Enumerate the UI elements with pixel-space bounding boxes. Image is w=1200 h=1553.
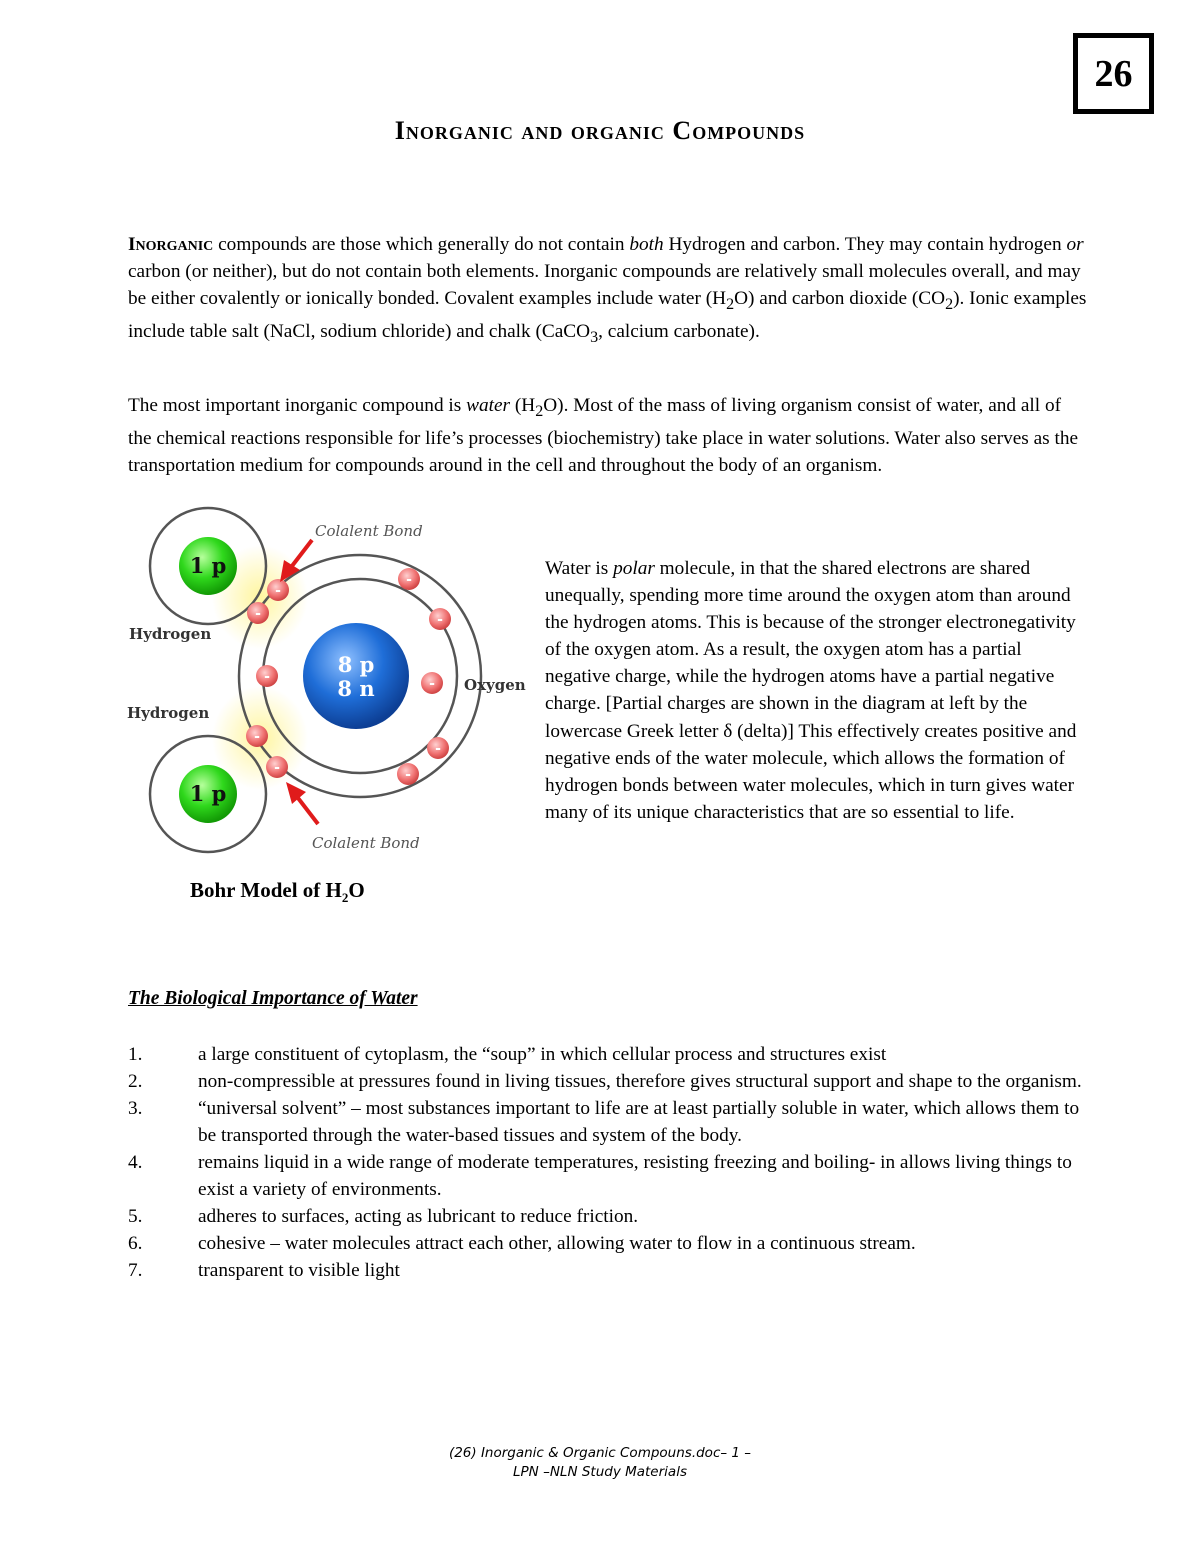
svg-text:-: - xyxy=(405,767,411,783)
electron xyxy=(398,568,420,590)
electron xyxy=(256,665,278,687)
oxygen-neutrons-label: 8 n xyxy=(337,676,375,701)
electron xyxy=(397,763,419,785)
oxygen-label: Oxygen xyxy=(464,676,526,694)
svg-text:-: - xyxy=(254,729,260,745)
list-item: 5. adheres to surfaces, acting as lubricant to reduce friction. xyxy=(128,1206,639,1227)
list-item: 6. cohesive – water molecules attract each other, allowing water to flow in a continuous stream. xyxy=(128,1233,916,1254)
hydrogen-label-top: Hydrogen xyxy=(129,625,212,643)
bohr-model-diagram xyxy=(120,500,540,870)
list-item: 1. a large constituent of cytoplasm, the “soup” in which cellular process and structures exist xyxy=(128,1044,887,1065)
svg-text:-: - xyxy=(435,741,441,757)
electron xyxy=(429,608,451,630)
covalent-bond-label-top: Colalent Bond xyxy=(315,522,423,540)
electron xyxy=(247,602,269,624)
list-item: 7. transparent to visible light xyxy=(128,1260,400,1281)
svg-text:-: - xyxy=(406,572,412,588)
page-number-box xyxy=(1073,33,1154,114)
svg-text:-: - xyxy=(275,583,281,599)
electron xyxy=(427,737,449,759)
svg-text:-: - xyxy=(437,612,443,628)
water-paragraph: The most important inorganic compound is water $(H_2O)$. Most of the mass of living organism consist of water, and all of the chemical reactions responsible for life’s processes (biochemistry) take place in water solutions. Water also serves as the transportation medium for compounds around in the cell and throughout the body of an organism. xyxy=(128,395,1079,476)
hydrogen-label-bottom: Hydrogen xyxy=(127,704,210,722)
diagram-caption: Bohr Model of $H_2O$ xyxy=(190,878,365,906)
covalent-bond-label-bottom: Colalent Bond xyxy=(312,834,420,852)
list-item: 3. “universal solvent” – most substances important to life are at least partially soluble in water, which allows them to be transported through the water-based tissues and system of the body. xyxy=(128,1098,1080,1146)
intro-paragraph: Inorganic compounds are those which generally do not contain both Hydrogen and carbon. They may contain hydrogen or carbon (or neither), but do not contain both elements. Inorganic compounds are relatively small molecules overall, and may be either covalently or ionically bonded. Covalent examples include water $(H_2O)$ and carbon dioxide $(CO_2)$. Ionic examples include table salt (NaCl, sodium chloride) and chalk (CaCO$_3$, calcium carbonate). xyxy=(128,234,1087,346)
hydrogen-top-nucleus-label: 1 p xyxy=(189,553,227,578)
polar-molecule-paragraph: Water is polar molecule, in that the shared electrons are shared unequally, spending more time around the oxygen atom than around the hydrogen atoms. This is because of the stronger electronegativity of the oxygen atom. As a result, the oxygen atom has a partial negative charge, while the hydrogen atoms have a partial negative charge. [Partial charges are shown in the diagram at left by the lowercase Greek letter δ (delta)] This effectively creates positive and negative ends of the water molecule, which allows the formation of hydrogen bonds between water molecules, which in turn gives water many of its unique characteristics that are so essential to life. xyxy=(545,558,1077,823)
footer-filename: (26) Inorganic & Organic Compouns.doc– 1 – xyxy=(448,1445,752,1461)
list-item: 4. remains liquid in a wide range of moderate temperatures, resisting freezing and boiling- in allows living things to exist a variety of environments. xyxy=(128,1152,1072,1200)
importance-list xyxy=(128,1041,1088,1284)
lead-word: Inorganic xyxy=(128,234,214,255)
svg-text:-: - xyxy=(264,669,270,685)
footer-subtitle: LPN –NLN Study Materials xyxy=(513,1464,687,1480)
page-title: Inorganic and organic Compounds xyxy=(394,116,806,145)
oxygen-protons-label: 8 p xyxy=(337,652,375,677)
svg-text:-: - xyxy=(274,760,280,776)
electron xyxy=(266,756,288,778)
footer xyxy=(0,1444,1200,1482)
hydrogen-bottom-nucleus-label: 1 p xyxy=(189,781,227,806)
svg-text:-: - xyxy=(255,606,261,622)
section-title: The Biological Importance of Water xyxy=(128,988,418,1009)
list-item: 2. non-compressible at pressures found in living tissues, therefore gives structural support and shape to the organism. xyxy=(128,1071,1082,1092)
page-number: 26 xyxy=(1094,52,1133,95)
electron xyxy=(267,579,289,601)
electron xyxy=(421,672,443,694)
svg-text:-: - xyxy=(429,676,435,692)
electron xyxy=(246,725,268,747)
